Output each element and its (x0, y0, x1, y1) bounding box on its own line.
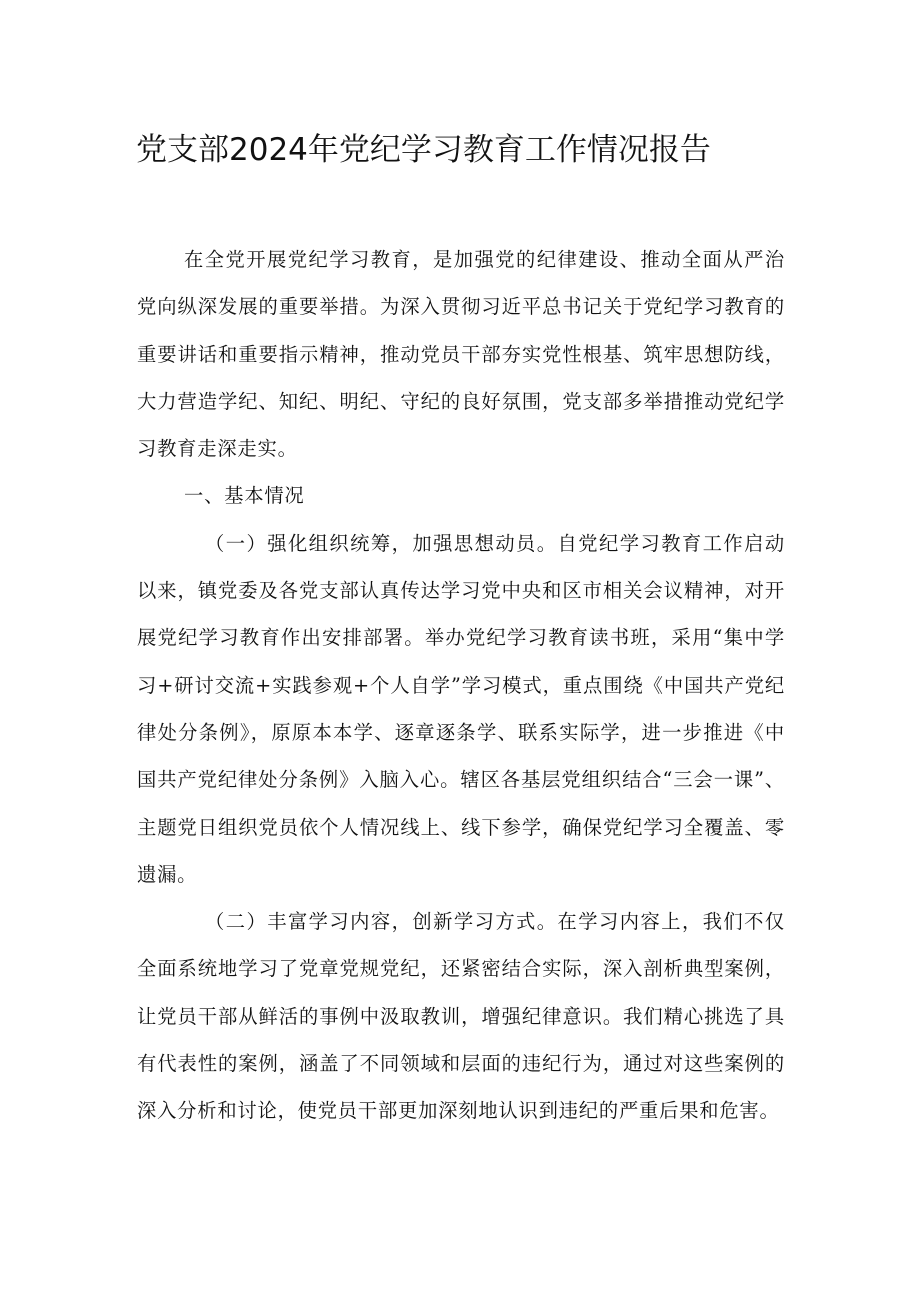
section-item-1: （一）强化组织统筹，加强思想动员。自党纪学习教育工作启动以来，镇党委及各党支部认真传达学习党中央和区市相关会议精神，对开展党纪学习教育作出安排部署。举办党纪学习教育读书班，采用“集中学习+研讨交流+实践参观+个人自学”学习模式，重点围绕《中国共产党纪律处分条例》，原原本本学、逐章逐条学、联系实际学，进一步推进《中国共产党纪律处分条例》入脑入心。辖区各基层党组织结合“三会一课”、主题党日组织党员依个人情况线上、线下参学，确保党纪学习全覆盖、零遗漏。 (137, 531, 785, 886)
section-item-2: （二）丰富学习内容，创新学习方式。在学习内容上，我们不仅全面系统地学习了党章党规党纪，还紧密结合实际，深入剖析典型案例，让党员干部从鲜活的事例中汲取教训，增强纪律意识。我们精心挑选了具有代表性的案例，涵盖了不同领域和层面的违纪行为，通过对这些案例的深入分析和讨论，使党员干部更加深刻地认识到违纪的严重后果和危害。 (137, 910, 785, 1123)
intro-paragraph: 在全党开展党纪学习教育，是加强党的纪律建设、推动全面从严治党向纵深发展的重要举措。为深入贯彻习近平总书记关于党纪学习教育的重要讲话和重要指示精神，推动党员干部夯实党性根基、筑牢思想防线，大力营造学纪、知纪、明纪、守纪的良好氛围，党支部多举措推动党纪学习教育走深走实。 (137, 248, 785, 461)
section-heading-basic-situation: 一、基本情况 (184, 484, 305, 508)
document-title: 党支部2024年党纪学习教育工作情况报告 (136, 132, 711, 168)
document-body (137, 236, 785, 1135)
